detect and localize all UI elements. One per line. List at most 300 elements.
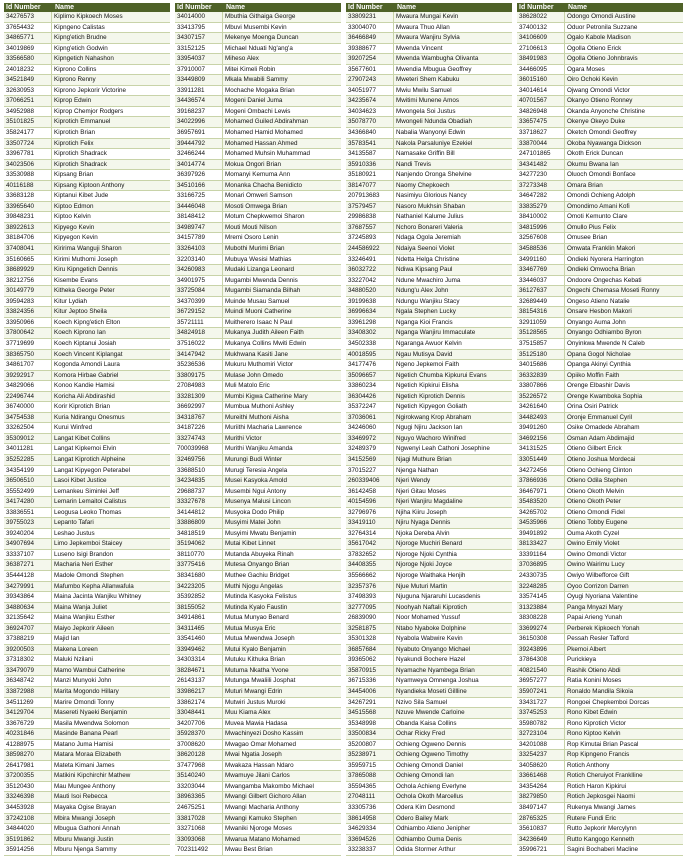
table-row [346, 202, 512, 213]
table-row [175, 708, 341, 719]
id-number-cell: 35914256 [6, 846, 35, 854]
id-number-cell: 35959715 [348, 761, 377, 769]
table-row [175, 529, 341, 540]
table-row [346, 286, 512, 297]
id-number-cell: 34436574 [177, 97, 206, 105]
id-number-cell: 35238971 [348, 751, 377, 759]
table-row [346, 771, 512, 782]
name-cell: Koech Kiptanui Josiah [51, 339, 170, 349]
table-row [517, 191, 683, 202]
id-number-cell: 39240204 [6, 529, 35, 537]
table-row [346, 655, 512, 666]
table-row [4, 402, 170, 413]
name-cell: Mogeni Ombachi Lewis [222, 107, 341, 117]
id-number-cell: 33574145 [519, 593, 548, 601]
table-row [4, 518, 170, 529]
table-row [346, 603, 512, 614]
name-cell: Ngeno Jepkemoi Faith [393, 360, 512, 370]
table-row [4, 487, 170, 498]
table-row [175, 645, 341, 656]
name-cell: Okenye Okeyo Duke [564, 117, 683, 127]
name-cell: Mwachinyezi Dosho Kassim [222, 729, 341, 739]
name-cell: Kurui Winfred [51, 423, 170, 433]
table-row [517, 86, 683, 97]
table-header [4, 3, 170, 12]
id-number-cell: 34234835 [177, 477, 206, 485]
id-number-cell: 34588536 [519, 245, 548, 253]
name-cell: Musenya Malusi Lincon [222, 497, 341, 507]
name-cell: Ogalo Kabole Madison [564, 33, 683, 43]
name-cell: Ndaga Ogola Jeremiah [393, 233, 512, 243]
name-cell: Ngetich Kiprotich Dennis [393, 392, 512, 402]
name-cell: Mwangamba Makombo Michael [222, 782, 341, 792]
id-number-cell: 28765325 [519, 814, 548, 822]
id-number-cell: 39491892 [519, 529, 548, 537]
table-row [175, 33, 341, 44]
table-row [517, 12, 683, 23]
id-number-cell: 35610837 [519, 825, 548, 833]
id-number-cell: 34901975 [177, 276, 206, 284]
table-row [517, 539, 683, 550]
table-row [517, 265, 683, 276]
id-number-cell: 34989747 [177, 223, 206, 231]
table-row [517, 476, 683, 487]
name-cell: Mumbi Kigwa Catherine Mary [222, 392, 341, 402]
id-number-cell: 33246491 [348, 255, 377, 263]
table-row [4, 729, 170, 740]
table-row [4, 297, 170, 308]
name-cell: Mohamed Guiled Abdirahman [222, 117, 341, 127]
table-row [517, 276, 683, 287]
table-row [517, 466, 683, 477]
table-row [346, 350, 512, 361]
id-number-cell: 34502338 [348, 339, 377, 347]
table-row [346, 413, 512, 424]
name-cell: Rop Kipngeno Francis [564, 750, 683, 760]
id-number-cell: 32796976 [348, 508, 377, 516]
name-cell: Mateta Kimani James [51, 761, 170, 771]
header-id-number: Id Number [177, 4, 212, 11]
id-number-cell: 38963365 [177, 793, 206, 801]
name-cell: Mutesa Onyango Brian [222, 560, 341, 570]
id-number-cell: 35870915 [348, 666, 377, 674]
roll-column-2 [175, 3, 341, 856]
id-number-cell: 34370399 [177, 297, 206, 305]
table-row [346, 117, 512, 128]
name-cell: Mbuvi Musembi Kevin [222, 23, 341, 33]
name-cell: Ndiwa Kipsang Paul [393, 265, 512, 275]
table-row [517, 434, 683, 445]
table-row [175, 845, 341, 856]
name-cell: Musei Kasyoka Amold [222, 476, 341, 486]
id-number-cell: 39594283 [6, 297, 35, 305]
name-cell: Panga Mnyazi Mary [564, 603, 683, 613]
table-row [175, 518, 341, 529]
name-cell: Nathaniel Kalume Julius [393, 212, 512, 222]
id-number-cell: 38922613 [6, 223, 35, 231]
id-number-cell: 36348742 [6, 677, 35, 685]
name-cell: Kiru Kipngetich Dennis [51, 265, 170, 275]
table-row [4, 86, 170, 97]
id-number-cell: 37865088 [348, 772, 377, 780]
table-body [346, 12, 512, 856]
name-cell: Kiptanui Kibet Jude [51, 191, 170, 201]
table-row [346, 550, 512, 561]
id-number-cell: 34019869 [6, 44, 35, 52]
table-row [346, 487, 512, 498]
id-number-cell: 34907694 [6, 540, 35, 548]
table-row [175, 603, 341, 614]
table-row [4, 181, 170, 192]
id-number-cell: 34014614 [519, 86, 548, 94]
id-number-cell: 38620128 [177, 751, 206, 759]
name-cell: Otieno Okoth Peter [564, 497, 683, 507]
table-row [4, 33, 170, 44]
name-cell: Nguyo Wachoro Winifred [393, 434, 512, 444]
table-row [517, 645, 683, 656]
id-number-cell: 36740000 [6, 403, 35, 411]
id-number-cell: 33281309 [177, 392, 206, 400]
table-row [346, 212, 512, 223]
id-number-cell: 32911059 [519, 318, 547, 326]
id-number-cell: 35160665 [6, 255, 35, 263]
name-cell: Murithi Wanjiku Amanda [222, 444, 341, 454]
table-row [4, 75, 170, 86]
table-row [517, 708, 683, 719]
id-number-cell: 37408041 [6, 245, 35, 253]
id-number-cell: 33446037 [519, 276, 548, 284]
name-cell: Ngetich Kipyegon Goliath [393, 402, 512, 412]
id-number-cell: 34201088 [519, 740, 548, 748]
name-cell: Mwaura Mungai Kevin [393, 12, 512, 22]
id-number-cell: 36506510 [6, 477, 35, 485]
id-number-cell: 34236649 [519, 835, 548, 843]
table-row [346, 845, 512, 856]
id-number-cell: 34157789 [177, 234, 206, 242]
name-cell: Rono Kiptoo Kelvin [564, 729, 683, 739]
name-cell: Mwiu Mwilu Samuel [393, 86, 512, 96]
name-cell: Maina Jacinta Wanjiku Whitney [51, 592, 170, 602]
name-cell: Ntabo Nyaboke Dolphine [393, 624, 512, 634]
id-number-cell: 35200807 [348, 740, 377, 748]
table-row [4, 212, 170, 223]
name-cell: Nzivo Sila Samuel [393, 698, 512, 708]
id-number-cell: 32567608 [519, 234, 548, 242]
table-row [175, 740, 341, 751]
name-cell: Mburu Mwangi Justin [51, 835, 170, 845]
id-number-cell: 32777095 [348, 603, 377, 611]
id-number-cell: 22496744 [6, 392, 35, 400]
id-number-cell: 33718627 [519, 129, 548, 137]
name-cell: Otieno Ochieng Clinton [564, 466, 683, 476]
id-number-cell: 33657475 [519, 118, 548, 126]
id-number-cell: 33809231 [348, 13, 377, 20]
id-number-cell: 35928370 [177, 730, 206, 738]
table-row [517, 413, 683, 424]
name-cell: Muturi Mwangi Edrin [222, 687, 341, 697]
table-row [175, 634, 341, 645]
id-number-cell: 40231846 [6, 730, 35, 738]
id-number-cell: 34267291 [348, 698, 377, 706]
id-number-cell: 38154316 [519, 308, 548, 316]
id-number-cell: 37008620 [177, 740, 206, 748]
header-name: Name [226, 4, 246, 11]
table-row [517, 255, 683, 266]
id-number-cell: 33566580 [6, 55, 35, 63]
name-cell: Njeri Wanjiru Magdaline [393, 497, 512, 507]
name-cell: Mutua Munyao Benard [222, 613, 341, 623]
name-cell: Orenge Kwamboka Sophia [564, 392, 683, 402]
id-number-cell: 37066251 [6, 97, 35, 105]
table-row [517, 582, 683, 593]
id-number-cell: 34446048 [177, 202, 206, 210]
table-row [517, 75, 683, 86]
id-number-cell: 33305736 [348, 804, 377, 812]
table-row [4, 645, 170, 656]
name-cell: Mosoti Omwega Brian [222, 202, 341, 212]
name-cell: Kiptoo Edmon [51, 202, 170, 212]
id-number-cell: 39200503 [6, 645, 35, 653]
id-number-cell: 35594365 [348, 782, 377, 790]
name-cell: Perberek Kipkoech Yonah [564, 624, 683, 634]
name-cell: Nabalia Wanyonyi Edwin [393, 128, 512, 138]
table-row [4, 835, 170, 846]
name-cell: Kipng'etich Brudne [51, 33, 170, 43]
id-number-cell: 34058620 [519, 761, 548, 769]
table-row [517, 212, 683, 223]
table-row [517, 307, 683, 318]
id-number-cell: 35617042 [348, 540, 377, 548]
table-row [4, 698, 170, 709]
id-number-cell: 207913683 [348, 192, 380, 200]
id-number-cell: 33479079 [6, 666, 35, 674]
name-cell: Omullo Pius Felix [564, 223, 683, 233]
id-number-cell: 34277230 [519, 171, 548, 179]
table-row [346, 170, 512, 181]
name-cell: Obanda Kaisa Collins [393, 719, 512, 729]
name-cell: Lasoi Kibet Justice [51, 476, 170, 486]
name-cell: Langat Kibet Collins [51, 434, 170, 444]
name-cell: Masereti Nyaeki Benjamin [51, 708, 170, 718]
id-number-cell: 38689929 [6, 266, 35, 274]
table-row [517, 33, 683, 44]
id-number-cell: 33431727 [519, 698, 548, 706]
table-row [517, 750, 683, 761]
name-cell: Macharia Neri Esther [51, 560, 170, 570]
table-row [175, 687, 341, 698]
table-row [346, 107, 512, 118]
table-row [517, 244, 683, 255]
id-number-cell: 35096657 [348, 371, 377, 379]
name-cell: Kitur Lydiah [51, 297, 170, 307]
id-number-cell: 33949462 [177, 645, 206, 653]
table-row [346, 149, 512, 160]
table-row [346, 444, 512, 455]
id-number-cell: 26839090 [348, 614, 377, 622]
name-cell: Omwata Franklin Makori [564, 244, 683, 254]
table-row [4, 676, 170, 687]
id-number-cell: 24018232 [6, 65, 35, 73]
table-row [346, 360, 512, 371]
table-row [175, 814, 341, 825]
table-row [346, 392, 512, 403]
name-cell: Njiha Kiiru Joseph [393, 508, 512, 518]
table-row [517, 792, 683, 803]
name-cell: Mwenda Vincent [393, 44, 512, 54]
name-cell: Rongoei Chepkemboi Dorcas [564, 698, 683, 708]
id-number-cell: 32723104 [519, 730, 548, 738]
id-number-cell: 34279991 [6, 582, 35, 590]
table-row [517, 117, 683, 128]
name-cell: Omoti Kemunto Clare [564, 212, 683, 222]
roll-column-3 [346, 3, 512, 856]
id-number-cell: 35078770 [348, 118, 377, 126]
id-number-cell: 33954037 [177, 55, 206, 63]
table-row [4, 286, 170, 297]
table-row [346, 128, 512, 139]
id-number-cell: 35301328 [348, 635, 377, 643]
name-cell: Oyoo Corrizon Darren [564, 582, 683, 592]
table-row [517, 371, 683, 382]
name-cell: Mwaniki Njoroge Moses [222, 824, 341, 834]
id-number-cell: 33238337 [348, 846, 377, 854]
id-number-cell: 34914861 [177, 614, 206, 622]
id-number-cell: 36015160 [519, 76, 548, 84]
table-row [175, 655, 341, 666]
table-row [175, 202, 341, 213]
name-cell: Mutui Kyalo Benjamin [222, 645, 341, 655]
id-number-cell: 33725084 [177, 287, 206, 295]
table-row [517, 529, 683, 540]
name-cell: Rutto Kangogo Kenneth [564, 835, 683, 845]
table-row [517, 550, 683, 561]
id-number-cell: 37864308 [519, 656, 548, 664]
table-row [4, 339, 170, 350]
name-cell: Muitherero Isaac N Paul [222, 318, 341, 328]
name-cell: Oronje Emmanuel Cyril [564, 413, 683, 423]
name-cell: Opana Gogol Nicholae [564, 350, 683, 360]
id-number-cell: 33327678 [177, 498, 206, 506]
name-cell: Muthi Njogu Angelas [222, 582, 341, 592]
name-cell: Mukuru Muthomiri Victor [222, 360, 341, 370]
id-number-cell: 37036895 [519, 561, 548, 569]
name-cell: Otieno Tobby Eugene [564, 518, 683, 528]
table-row [517, 149, 683, 160]
table-row [175, 423, 341, 434]
table-row [346, 44, 512, 55]
table-row [517, 824, 683, 835]
id-number-cell: 32469756 [177, 455, 206, 463]
table-row [346, 666, 512, 677]
id-number-cell: 33872988 [6, 688, 35, 695]
id-number-cell: 33203044 [177, 782, 206, 790]
id-number-cell: 32689449 [519, 297, 548, 305]
table-row [346, 497, 512, 508]
table-row [517, 318, 683, 329]
name-cell: Manzi Munyoki John [51, 676, 170, 686]
id-number-cell: 34865771 [6, 34, 35, 42]
id-number-cell: 35483520 [519, 498, 548, 506]
id-number-cell: 37516022 [177, 339, 206, 347]
name-cell: Njiru Nyaga Dennis [393, 518, 512, 528]
id-number-cell: 35783541 [348, 139, 377, 147]
table-row [346, 297, 512, 308]
name-cell: Owino Emily Violet [564, 539, 683, 549]
table-row [346, 423, 512, 434]
name-cell: Musyimi Mwatu Benjamin [222, 529, 341, 539]
name-cell: Konoo Kandie Hamisi [51, 381, 170, 391]
name-cell: Nyabola Wabwire Kevin [393, 634, 512, 644]
name-cell: Okoba Nyawanga Dickson [564, 139, 683, 149]
name-cell: Njoroge Njoki Joyce [393, 560, 512, 570]
table-row [175, 371, 341, 382]
id-number-cell: 34246060 [348, 424, 377, 432]
table-row [346, 539, 512, 550]
table-row [346, 508, 512, 519]
id-number-cell: 33986217 [177, 688, 206, 695]
table-row [175, 613, 341, 624]
table-row [517, 96, 683, 107]
table-row [4, 771, 170, 782]
name-cell: Nchoro Bonareri Valeria [393, 223, 512, 233]
name-cell: Okanyo Otieno Ronney [564, 96, 683, 106]
table-row [175, 328, 341, 339]
table-row [517, 54, 683, 65]
id-number-cell: 40154596 [348, 498, 377, 506]
name-cell: Ngetich Kipkirui Elisha [393, 381, 512, 391]
name-cell: Makena Loreen [51, 645, 170, 655]
id-number-cell: 34318767 [177, 413, 206, 421]
id-number-cell: 34880634 [6, 603, 35, 611]
table-row [4, 54, 170, 65]
name-cell: Nyakundi Bochere Hazel [393, 655, 512, 665]
table-row [346, 708, 512, 719]
table-row [4, 65, 170, 76]
name-cell: Otieno Gilbert Erick [564, 444, 683, 454]
table-row [346, 181, 512, 192]
table-row [4, 434, 170, 445]
header-name: Name [568, 4, 588, 11]
name-cell: Rono Kiprotich Victor [564, 719, 683, 729]
id-number-cell: 33051449 [519, 455, 548, 463]
table-row [175, 297, 341, 308]
table-row [175, 149, 341, 160]
name-cell: Ndung'u Alex John [393, 286, 512, 296]
name-cell: Odero Bailey Mark [393, 814, 512, 824]
name-cell: Nyandieka Moseti Gillline [393, 687, 512, 697]
id-number-cell: 38279850 [519, 793, 548, 801]
table-row [517, 181, 683, 192]
name-cell: Mohamed Hamid Mohamed [222, 128, 341, 138]
id-number-cell: 35566662 [348, 571, 377, 579]
id-number-cell: 38110770 [177, 550, 205, 558]
name-cell: Limo Jepkemboi Staicey [51, 539, 170, 549]
id-number-cell: 36332839 [519, 371, 548, 379]
name-cell: Kisembe Evans [51, 276, 170, 286]
name-cell: Ondieki Omwocha Brian [564, 265, 683, 275]
name-cell: Okoth Erick Duncan [564, 149, 683, 159]
table-row [346, 676, 512, 687]
id-number-cell: 40018595 [348, 350, 377, 358]
header-id-number: Id Number [519, 4, 554, 11]
table-row [517, 666, 683, 677]
id-number-cell: 34106609 [519, 34, 548, 42]
id-number-cell: 36466849 [348, 34, 377, 42]
id-number-cell: 38284671 [177, 666, 206, 674]
id-number-cell: 33694526 [348, 835, 377, 843]
id-number-cell: 39755023 [6, 519, 35, 527]
id-number-cell: 34023506 [6, 160, 35, 168]
